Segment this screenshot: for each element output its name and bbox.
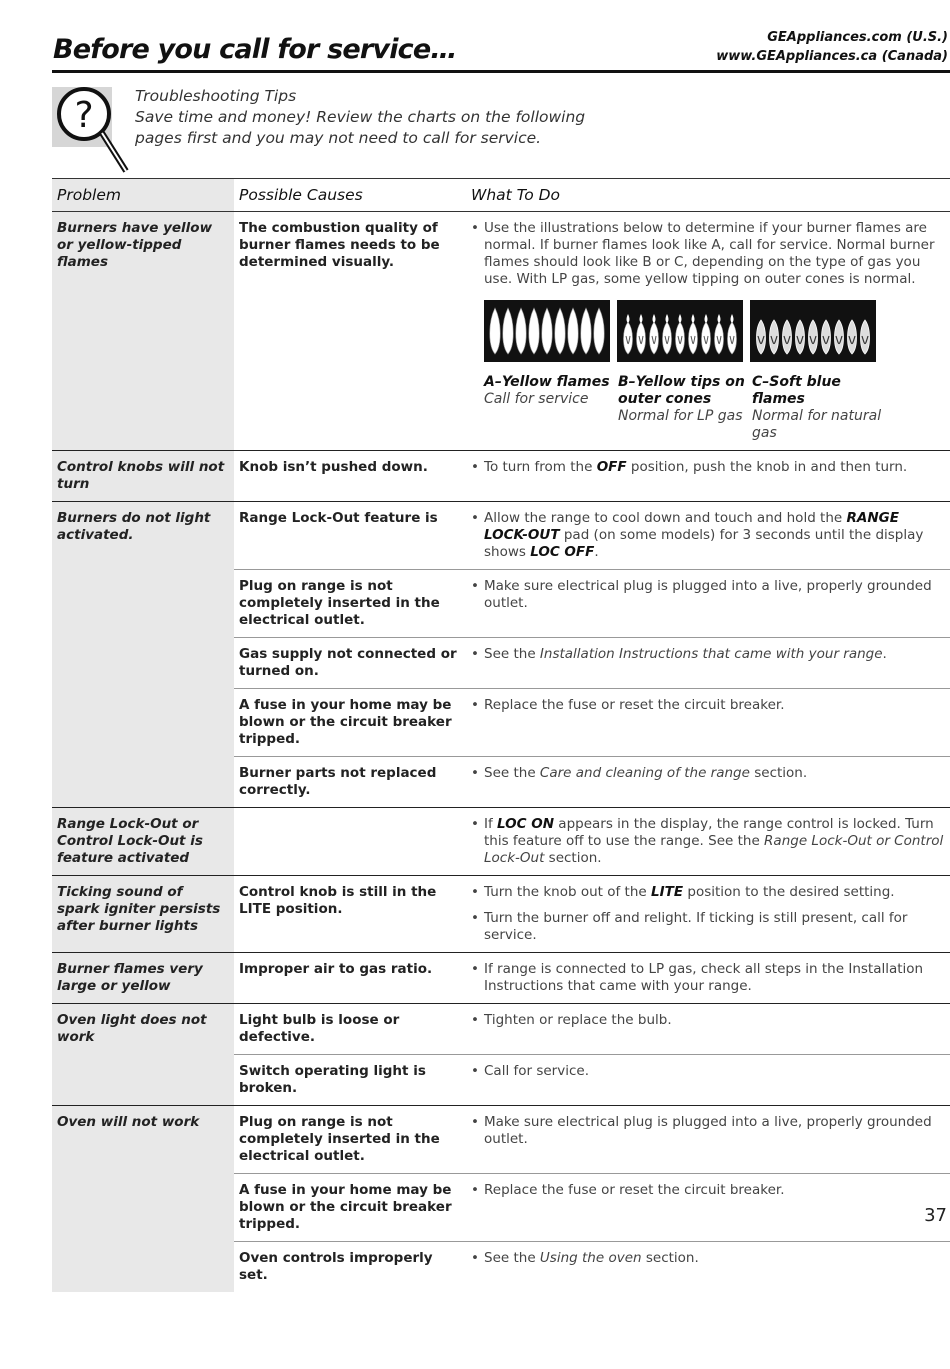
- problem-cell: Burner flames very large or yellow: [52, 953, 234, 1004]
- tips-heading: Troubleshooting Tips: [135, 87, 297, 105]
- tips-line-1: Save time and money! Review the charts on the following: [135, 108, 586, 126]
- cause-cell: A fuse in your home may be blown or the circuit breaker tripped.: [234, 689, 466, 757]
- todo-keyword: LOC OFF: [530, 544, 595, 560]
- todo-text: appears in the display, the range control is locked. Turn this feature off to use the range. See the: [484, 816, 934, 849]
- todo-cell: [466, 689, 950, 757]
- todo-cell: [466, 570, 950, 638]
- todo-keyword: OFF: [596, 459, 627, 475]
- table-row: [52, 451, 950, 502]
- todo-cell: [466, 953, 950, 1004]
- todo-cell: [466, 876, 950, 953]
- table-row: [52, 953, 950, 1004]
- bullet: •: [471, 961, 479, 977]
- bullet: •: [471, 578, 479, 594]
- todo-text: See the: [484, 765, 540, 781]
- tips-line-2: pages first and you may not need to call for service.: [135, 129, 542, 147]
- header-rule: [52, 70, 950, 73]
- todo-text: position, push the knob in and then turn.: [626, 459, 908, 475]
- header-causes: Possible Causes: [234, 179, 466, 212]
- flame-b-note: Normal for LP gas: [618, 408, 743, 424]
- todo-text: position to the desired setting.: [683, 884, 895, 900]
- tips-block: [135, 86, 585, 149]
- todo-cell: [466, 808, 950, 876]
- cause-cell: Light bulb is loose or defective.: [234, 1004, 466, 1055]
- header-links: [716, 28, 948, 66]
- bullet: •: [471, 1182, 479, 1198]
- problem-cell: Burners have yellow or yellow-tipped flames: [52, 212, 234, 451]
- flame-c-title: C–Soft blue flames: [752, 374, 841, 407]
- flame-caption-c: [752, 374, 886, 442]
- cause-cell: Switch operating light is broken.: [234, 1055, 466, 1106]
- cause-cell: A fuse in your home may be blown or the circuit breaker tripped.: [234, 1174, 466, 1242]
- todo-cell: [466, 1106, 950, 1174]
- todo-text: .: [882, 646, 887, 662]
- soft-blue-flames-image: [750, 300, 876, 362]
- todo-text: Turn the knob out of the: [484, 884, 652, 900]
- todo-cell: [466, 1242, 950, 1293]
- cause-cell: Oven controls improperly set.: [234, 1242, 466, 1293]
- problem-cell: Burners do not light activated.: [52, 502, 234, 808]
- cause-cell: Plug on range is not completely inserted in the electrical outlet.: [234, 570, 466, 638]
- magnifier-question-icon: [52, 87, 132, 177]
- todo-text: pad (on some models) for 3 seconds until the display shows: [484, 527, 924, 560]
- page-number: 37: [924, 1205, 947, 1226]
- bullet: •: [471, 765, 479, 781]
- problem-cell: Ticking sound of spark igniter persists after burner lights: [52, 876, 234, 953]
- bullet: •: [471, 510, 479, 526]
- flame-a-note: Call for service: [484, 391, 589, 407]
- todo-keyword: RANGE LOCK-OUT: [484, 510, 899, 543]
- todo-text: Turn the burner off and relight. If ticking is still present, call for service.: [484, 910, 908, 943]
- todo-reference: Range Lock-Out or Control Lock-Out: [484, 833, 944, 866]
- cause-cell: Burner parts not replaced correctly.: [234, 757, 466, 808]
- flame-caption-b: [618, 374, 752, 442]
- header-problem: Problem: [52, 179, 234, 212]
- table-row: [52, 808, 950, 876]
- link-canada[interactable]: www.GEAppliances.ca (Canada): [716, 49, 948, 64]
- page-title: Before you call for service…: [53, 34, 457, 65]
- cause-cell: The combustion quality of burner flames needs to be determined visually.: [234, 212, 466, 451]
- problem-cell: Range Lock-Out or Control Lock-Out is feature activated: [52, 808, 234, 876]
- todo-keyword: LITE: [651, 884, 684, 900]
- todo-text: Make sure electrical plug is plugged into a live, properly grounded outlet.: [484, 1114, 932, 1147]
- flame-c-note: Normal for natural gas: [752, 408, 882, 441]
- table-row: [52, 502, 950, 570]
- todo-text: Call for service.: [484, 1063, 589, 1079]
- svg-text:?: ?: [74, 95, 94, 136]
- bullet: •: [471, 1063, 479, 1079]
- cause-cell: Control knob is still in the LITE position.: [234, 876, 466, 953]
- todo-text: section.: [544, 850, 602, 866]
- todo-cell: [466, 638, 950, 689]
- header-what-to-do: What To Do: [466, 179, 950, 212]
- todo-text: Make sure electrical plug is plugged into a live, properly grounded outlet.: [484, 578, 932, 611]
- todo-cell: [466, 212, 950, 451]
- bullet: •: [471, 220, 479, 236]
- cause-cell: Plug on range is not completely inserted in the electrical outlet.: [234, 1106, 466, 1174]
- cause-cell: Knob isn’t pushed down.: [234, 451, 466, 502]
- todo-text: To turn from the: [484, 459, 593, 475]
- todo-cell: [466, 1004, 950, 1055]
- todo-text: Use the illustrations below to determine if your burner flames are normal. If burner flames look like A, call for service. Normal burner flames should look like B or C, depending on the type of gas you use. With LP gas, some yellow tipping on outer cones is normal.: [484, 220, 935, 287]
- todo-text: If: [484, 816, 498, 832]
- todo-cell: [466, 502, 950, 570]
- bullet: •: [471, 646, 479, 662]
- todo-text: See the: [484, 646, 540, 662]
- bullet: •: [471, 459, 479, 475]
- problem-cell: Oven light does not work: [52, 1004, 234, 1106]
- todo-reference: Installation Instructions that came with your range: [539, 646, 883, 662]
- todo-cell: [466, 451, 950, 502]
- cause-cell: Improper air to gas ratio.: [234, 953, 466, 1004]
- bullet: •: [471, 697, 479, 713]
- flame-b-title: B–Yellow tips on outer cones: [618, 374, 745, 407]
- todo-cell: [466, 1055, 950, 1106]
- todo-keyword: LOC ON: [497, 816, 555, 832]
- flame-captions: [484, 374, 945, 442]
- flame-caption-a: [484, 374, 618, 442]
- todo-text: Replace the fuse or reset the circuit breaker.: [484, 697, 785, 713]
- bullet: •: [471, 816, 479, 832]
- bullet: •: [471, 910, 479, 926]
- table-row: [52, 212, 950, 451]
- todo-text: Replace the fuse or reset the circuit breaker.: [484, 1182, 785, 1198]
- bullet: •: [471, 884, 479, 900]
- todo-cell: [466, 1174, 950, 1242]
- todo-text: Allow the range to cool down and touch and hold the: [484, 510, 847, 526]
- table-row: [52, 1106, 950, 1174]
- bullet: •: [471, 1114, 479, 1130]
- yellow-tips-image: [617, 300, 743, 362]
- table-row: [52, 876, 950, 953]
- troubleshooting-table: [52, 178, 950, 1292]
- cause-cell: Gas supply not connected or turned on.: [234, 638, 466, 689]
- link-us[interactable]: GEAppliances.com (U.S.): [767, 30, 948, 45]
- cause-cell: [234, 808, 466, 876]
- todo-text: If range is connected to LP gas, check all steps in the Installation Instructions that came with your range.: [484, 961, 924, 994]
- bullet: •: [471, 1012, 479, 1028]
- todo-reference: Care and cleaning of the range: [539, 765, 750, 781]
- problem-cell: Oven will not work: [52, 1106, 234, 1293]
- table-row: [52, 1004, 950, 1055]
- bullet: •: [471, 1250, 479, 1266]
- cause-cell: Range Lock-Out feature is: [234, 502, 466, 570]
- table-header-row: [52, 179, 950, 212]
- yellow-flames-image: [484, 300, 610, 362]
- todo-text: Tighten or replace the bulb.: [484, 1012, 672, 1028]
- todo-reference: Using the oven: [539, 1250, 642, 1266]
- flame-a-title: A–Yellow flames: [484, 374, 610, 390]
- todo-text: See the: [484, 1250, 540, 1266]
- todo-cell: [466, 757, 950, 808]
- todo-text: section.: [641, 1250, 699, 1266]
- flame-illustrations: [484, 300, 945, 362]
- todo-text: section.: [749, 765, 808, 781]
- problem-cell: Control knobs will not turn: [52, 451, 234, 502]
- todo-text: .: [594, 544, 599, 560]
